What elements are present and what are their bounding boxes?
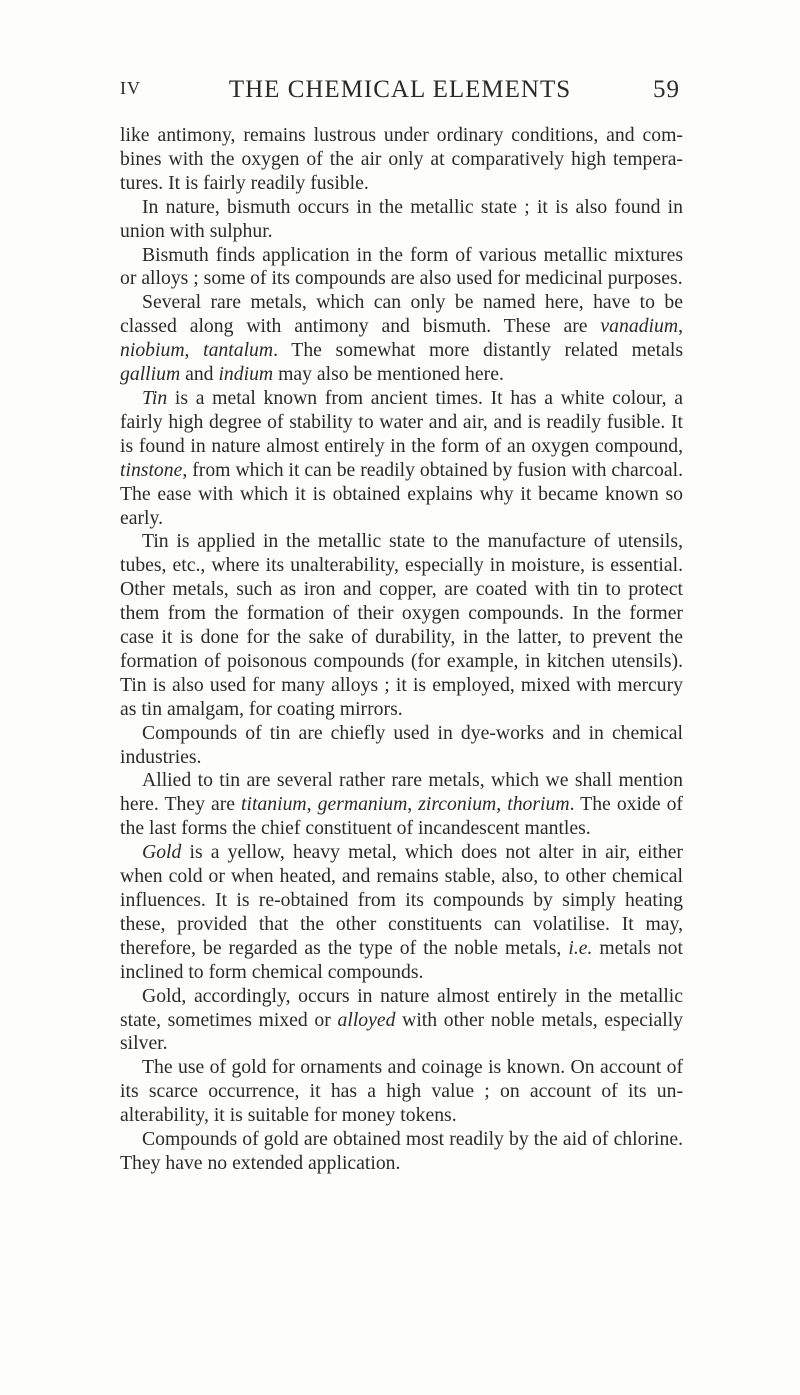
paragraph — [120, 722, 683, 770]
paragraph — [120, 841, 683, 984]
text-run: Tin is applied in the metallic state to the manufacture of utensils, tubes, etc., where its unalterability, especially in moisture, is essential. Other metals, such as iron and copper, are coated with tin to protect them from the formation of their oxygen compounds. In the former case it is done for the sake of durability, in the latter, to prevent the formation of poisonous compounds (for example, in kitchen utensils). Tin is also used for many alloys ; it is employed, mixed with mercury as tin amalgam, for coating mirrors. — [120, 530, 683, 720]
text-run: may also be mentioned here. — [273, 363, 504, 386]
paragraph — [120, 530, 683, 721]
paragraph — [120, 196, 683, 244]
text-run: is a yellow, heavy metal, which does not alter in air, either when cold or when heated, and remains stable, also, to other chemical influences. It is re-obtained from its compounds by simply heating these, provided that the other constituents can volatilise. It may, therefore, be regarded as the type of the noble metals, — [120, 841, 683, 959]
text-run: , from which it can be readily obtained by fusion with charcoal. The ease with which it is obtained explains why it became known so early. — [120, 458, 683, 529]
text-run: , — [184, 339, 204, 362]
italic-term: tantalum — [203, 339, 274, 362]
text-run: Gold, accordingly, occurs in nature almost entirely in the metallic state, sometimes mixed or — [120, 984, 683, 1031]
paragraph — [120, 985, 683, 1057]
italic-term: vanadium — [600, 315, 679, 338]
text-run: , — [678, 315, 683, 338]
paragraph — [120, 387, 683, 530]
paragraph — [120, 291, 683, 387]
paragraph — [120, 244, 683, 292]
italic-term: gallium — [120, 363, 181, 386]
text-run: metals not inclined to form chemical compounds. — [120, 936, 683, 983]
text-run: , — [306, 793, 318, 816]
text-run: Allied to tin are several rather rare metals, which we shall mention here. They are — [120, 769, 683, 816]
text-run: Compounds of tin are chiefly used in dye-works and in chemical industries. — [120, 721, 683, 768]
text-run: and — [180, 363, 219, 386]
text-run: , — [407, 793, 419, 816]
text-run: like antimony, remains lustrous under ordinary conditions, and com-bines with the oxygen of the air only at comparatively high tempera-tures. It is fairly readily fusible. — [120, 124, 683, 194]
section-number: IV — [120, 78, 141, 98]
chapter-title: THE CHEMICAL ELEMENTS — [228, 76, 572, 103]
text-run: In nature, bismuth occurs in the metallic state ; it is also found in union with sulphur. — [120, 195, 683, 242]
paragraph — [120, 124, 683, 196]
italic-term: niobium — [120, 339, 185, 362]
text-run: . The oxide of the last forms the chief constituent of incandescent mantles. — [120, 793, 683, 840]
text-run: The use of gold for ornaments and coinage is known. On account of its scarce occurrence, it has a high value ; on account of its un-alterability, it is suitable for money tokens. — [120, 1056, 683, 1127]
italic-term: zirconium — [418, 793, 497, 816]
text-run: with other noble metals, especially silver. — [120, 1008, 684, 1055]
text-run: Compounds of gold are obtained most readily by the aid of chlorine. They have no extended application. — [120, 1128, 683, 1174]
text-run: . The somewhat more distantly related metals — [273, 339, 684, 362]
paragraph — [120, 1056, 683, 1128]
italic-term: Gold — [142, 841, 182, 864]
paragraph — [120, 1128, 683, 1176]
italic-term: alloyed — [337, 1008, 396, 1031]
italic-term: i.e. — [568, 936, 593, 959]
running-head — [120, 76, 680, 106]
text-run: Several rare metals, which can only be named here, have to be classed along with antimony and bismuth. These are — [120, 291, 683, 338]
text-run: is a metal known from ancient times. It has a white colour, a fairly high degree of stability to water and air, and is readily fusible. It is found in nature almost entirely in the form of an oxygen compound, — [120, 386, 683, 457]
page-number: 59 — [653, 76, 680, 103]
italic-term: indium — [218, 363, 274, 386]
italic-term: germanium — [317, 793, 408, 816]
italic-term: tinstone — [120, 458, 183, 481]
italic-term: titanium — [241, 793, 307, 816]
paragraph — [120, 769, 683, 841]
text-run: , — [496, 793, 508, 816]
italic-term: thorium — [507, 793, 570, 816]
body-text — [120, 124, 683, 1176]
italic-term: Tin — [142, 386, 168, 409]
text-run: Bismuth finds application in the form of various metallic mixtures or alloys ; some of its compounds are also used for medicinal purposes. — [120, 243, 683, 290]
